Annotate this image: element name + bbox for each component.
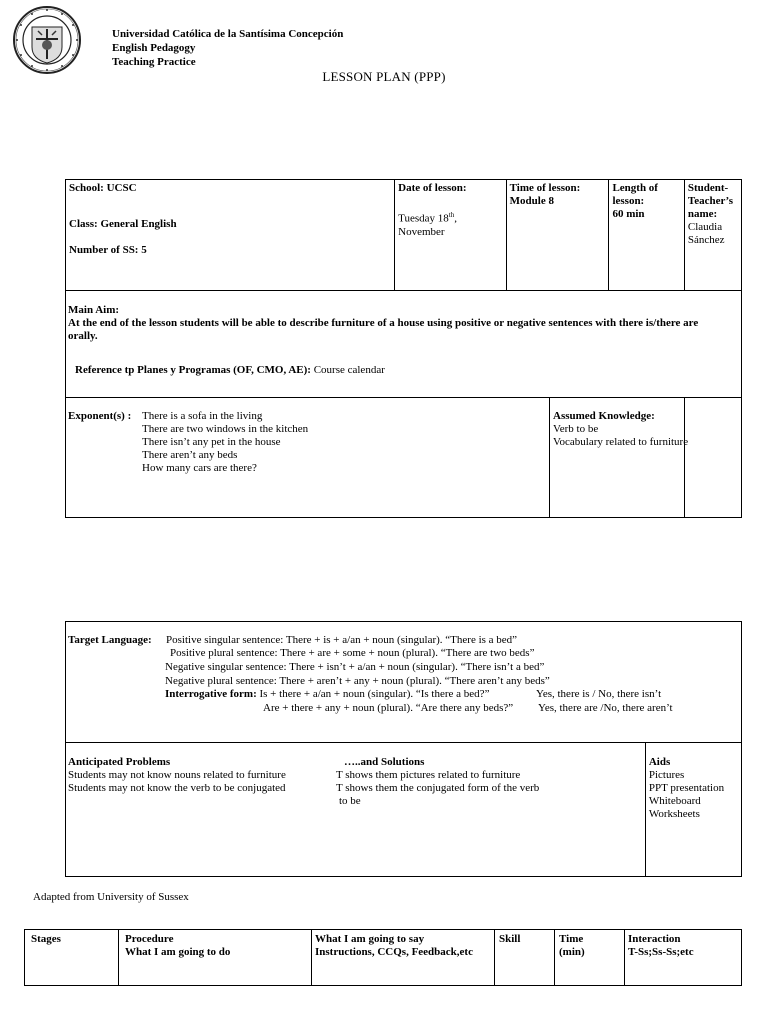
interrogative-singular: Is + there + a/an + noun (singular). “Is there a bed?” [256,688,490,700]
date-comma: , [454,212,457,225]
teacher-value: Claudia Sánchez [687,221,725,246]
solution-item: T shows them pictures related to furniture [336,769,521,781]
department-name: English Pedagogy [112,42,196,54]
exponents-label: Exponent(s) [68,410,125,422]
length-value: 60 min [612,208,645,220]
col-procedure: Procedure [125,933,174,945]
main-aim-label: Main Aim: [68,304,120,316]
problem-item: Students may not know nouns related to furniture [68,769,286,781]
target-language-title: Target Language: [68,634,152,646]
interrogative-label: Interrogative form: [165,688,257,700]
col-interaction: Interaction [628,933,681,945]
lesson-info-table [65,179,742,518]
target-line-2: Positive plural sentence: There + are + some + noun (plural). “There are two beds” [170,647,535,659]
target-line-4: Negative plural sentence: There + aren’t + any + noun (plural). “There aren’t any beds” [165,675,550,687]
aid-item: Whiteboard [648,795,701,807]
aids-column [646,743,741,821]
exponent-item: How many cars are there? [142,462,257,474]
target-line-5 [165,688,489,701]
date-suffix: th [448,211,455,219]
date-month: November [398,225,445,238]
reference-value: Course calendar [310,364,385,376]
col-procedure-sub: What I am going to do [125,946,231,958]
school-field: School: UCSC [69,182,137,194]
length-label-2: lesson: [612,195,645,207]
aid-item: Pictures [648,769,685,781]
target-answer-1: Yes, there is / No, there isn’t [536,688,662,700]
col-stages: Stages [31,933,61,945]
stages-table [24,929,742,986]
col-skill: Skill [499,933,521,945]
col-time: Time [559,933,584,945]
university-seal-logo [12,5,82,75]
assumed-divider [549,397,550,517]
col-interaction-sub: T-Ss;Ss-Ss;etc [628,946,694,958]
solution-item: T shows them the conjugated form of the verb [336,782,540,794]
institution-header [112,27,343,69]
teacher-label-2: name: [687,208,718,220]
time-value: Module 8 [509,195,554,207]
target-line-1: Positive singular sentence: There + is + a/an + noun (singular). “There is a bed” [166,634,518,646]
date-label: Date of lesson: [398,182,467,194]
main-aim-text-2: orally. [68,330,98,342]
exponents-colon: : [124,410,135,422]
exponent-item: There are two windows in the kitchen [142,423,309,435]
course-name: Teaching Practice [112,56,196,68]
col-time-sub: (min) [559,946,585,958]
exponent-item: There aren’t any beds [142,449,238,461]
solution-item-cont: to be [339,795,361,807]
problems-column [68,756,286,795]
assumed-item: Vocabulary related to furniture [553,436,689,448]
length-label-1: Length of [612,182,658,194]
assumed-item: Verb to be [553,423,599,435]
exponent-item: There isn’t any pet in the house [142,436,281,448]
institution-name: Universidad Católica de la Santísima Concepción [112,28,344,40]
exponent-item: There is a sofa in the living [142,410,263,422]
aids-label: Aids [648,756,671,768]
date-day: Tuesday 18 [398,212,449,225]
target-language-table [65,621,742,877]
assumed-knowledge-block [553,410,688,449]
aid-item: PPT presentation [648,782,725,794]
target-answer-2: Yes, there are /No, there aren’t [538,702,673,714]
reference-label: Reference tp Planes y Programas (OF, CMO, AE): [75,364,311,376]
date-value [398,209,503,226]
target-line-6: Are + there + any + noun (plural). “Are there any beds?” [263,702,514,714]
col-say-sub: Instructions, CCQs, Feedback,etc [315,946,473,958]
adapted-from-note: Adapted from University of Sussex [33,891,189,903]
main-aim-text: At the end of the lesson students will be able to describe furniture of a house using positive or negative sentences with there is/there are [68,317,699,329]
aid-item: Worksheets [648,808,700,820]
teacher-label-1: Student-Teacher’s [687,182,734,207]
target-line-3: Negative singular sentence: There + isn’t + a/an + noun (singular). “There isn’t a bed” [165,661,545,673]
target-language-label [68,634,152,647]
page-title: LESSON PLAN (PPP) [322,69,446,84]
reference-line [68,364,739,377]
solutions-column [336,756,558,808]
assumed-knowledge-label: Assumed Knowledge: [553,410,655,422]
number-of-ss-field: Number of SS: 5 [69,244,147,256]
problems-label: Anticipated Problems [68,756,171,768]
class-field: Class: General English [69,218,177,230]
solutions-label: …..and Solutions [344,756,425,768]
col-say: What I am going to say [315,933,425,945]
problem-item: Students may not know the verb to be conjugated [68,782,286,794]
time-label: Time of lesson: [509,182,581,194]
